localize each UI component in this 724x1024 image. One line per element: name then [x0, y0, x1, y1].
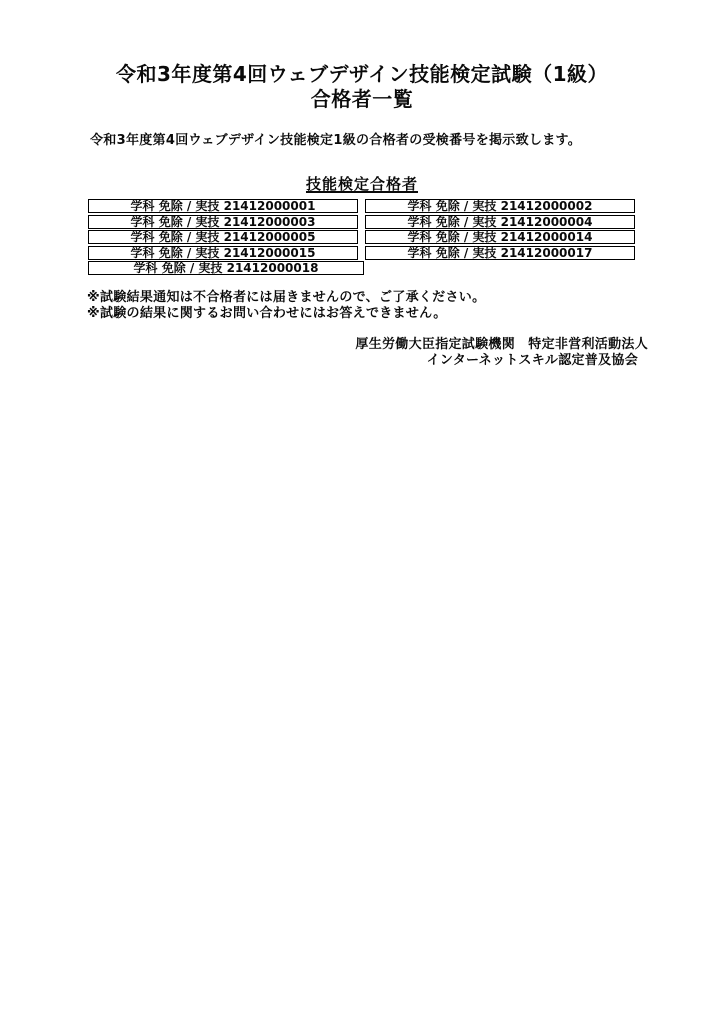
- table-heading: [0, 173, 724, 194]
- table-heading-text: 技能検定合格者: [305, 175, 418, 193]
- exam-number-cell: 学科 免除 / 実技 21412000018: [88, 261, 364, 275]
- table-row: [88, 246, 635, 260]
- note-line: ※試験の結果に関するお問い合わせにはお答えできません。: [87, 305, 447, 321]
- exam-number-cell: 学科 免除 / 実技 21412000017: [365, 246, 635, 260]
- table-row: [88, 215, 635, 229]
- exam-number-cell: 学科 免除 / 実技 21412000002: [365, 199, 635, 213]
- exam-number-cell: 学科 免除 / 実技 21412000014: [365, 230, 635, 244]
- table-row: [88, 199, 635, 213]
- exam-number-cell: 学科 免除 / 実技 21412000005: [88, 230, 358, 244]
- passers-table: [88, 199, 635, 275]
- exam-number-cell: 学科 免除 / 実技 21412000015: [88, 246, 358, 260]
- issuer-block: [355, 337, 648, 368]
- notes: [87, 290, 485, 321]
- table-row: [88, 261, 635, 275]
- issuer-line-1: 厚生労働大臣指定試験機関 特定非営利活動法人: [355, 337, 648, 352]
- title-line-2: 合格者一覧: [310, 87, 414, 111]
- issuer-line-2: インターネットスキル認定普及協会: [426, 352, 638, 368]
- table-row: [88, 230, 635, 244]
- intro-text: 令和3年度第4回ウェブデザイン技能検定1級の合格者の受検番号を掲示致します。: [90, 133, 582, 148]
- exam-number-cell: 学科 免除 / 実技 21412000004: [365, 215, 635, 229]
- exam-number-cell: 学科 免除 / 実技 21412000003: [88, 215, 358, 229]
- document-title: [0, 62, 724, 112]
- exam-number-cell: 学科 免除 / 実技 21412000001: [88, 199, 358, 213]
- title-line-1: 令和3年度第4回ウェブデザイン技能検定試験（1級）: [115, 62, 609, 86]
- note-line: ※試験結果通知は不合格者には届きませんので、ご了承ください。: [87, 290, 486, 305]
